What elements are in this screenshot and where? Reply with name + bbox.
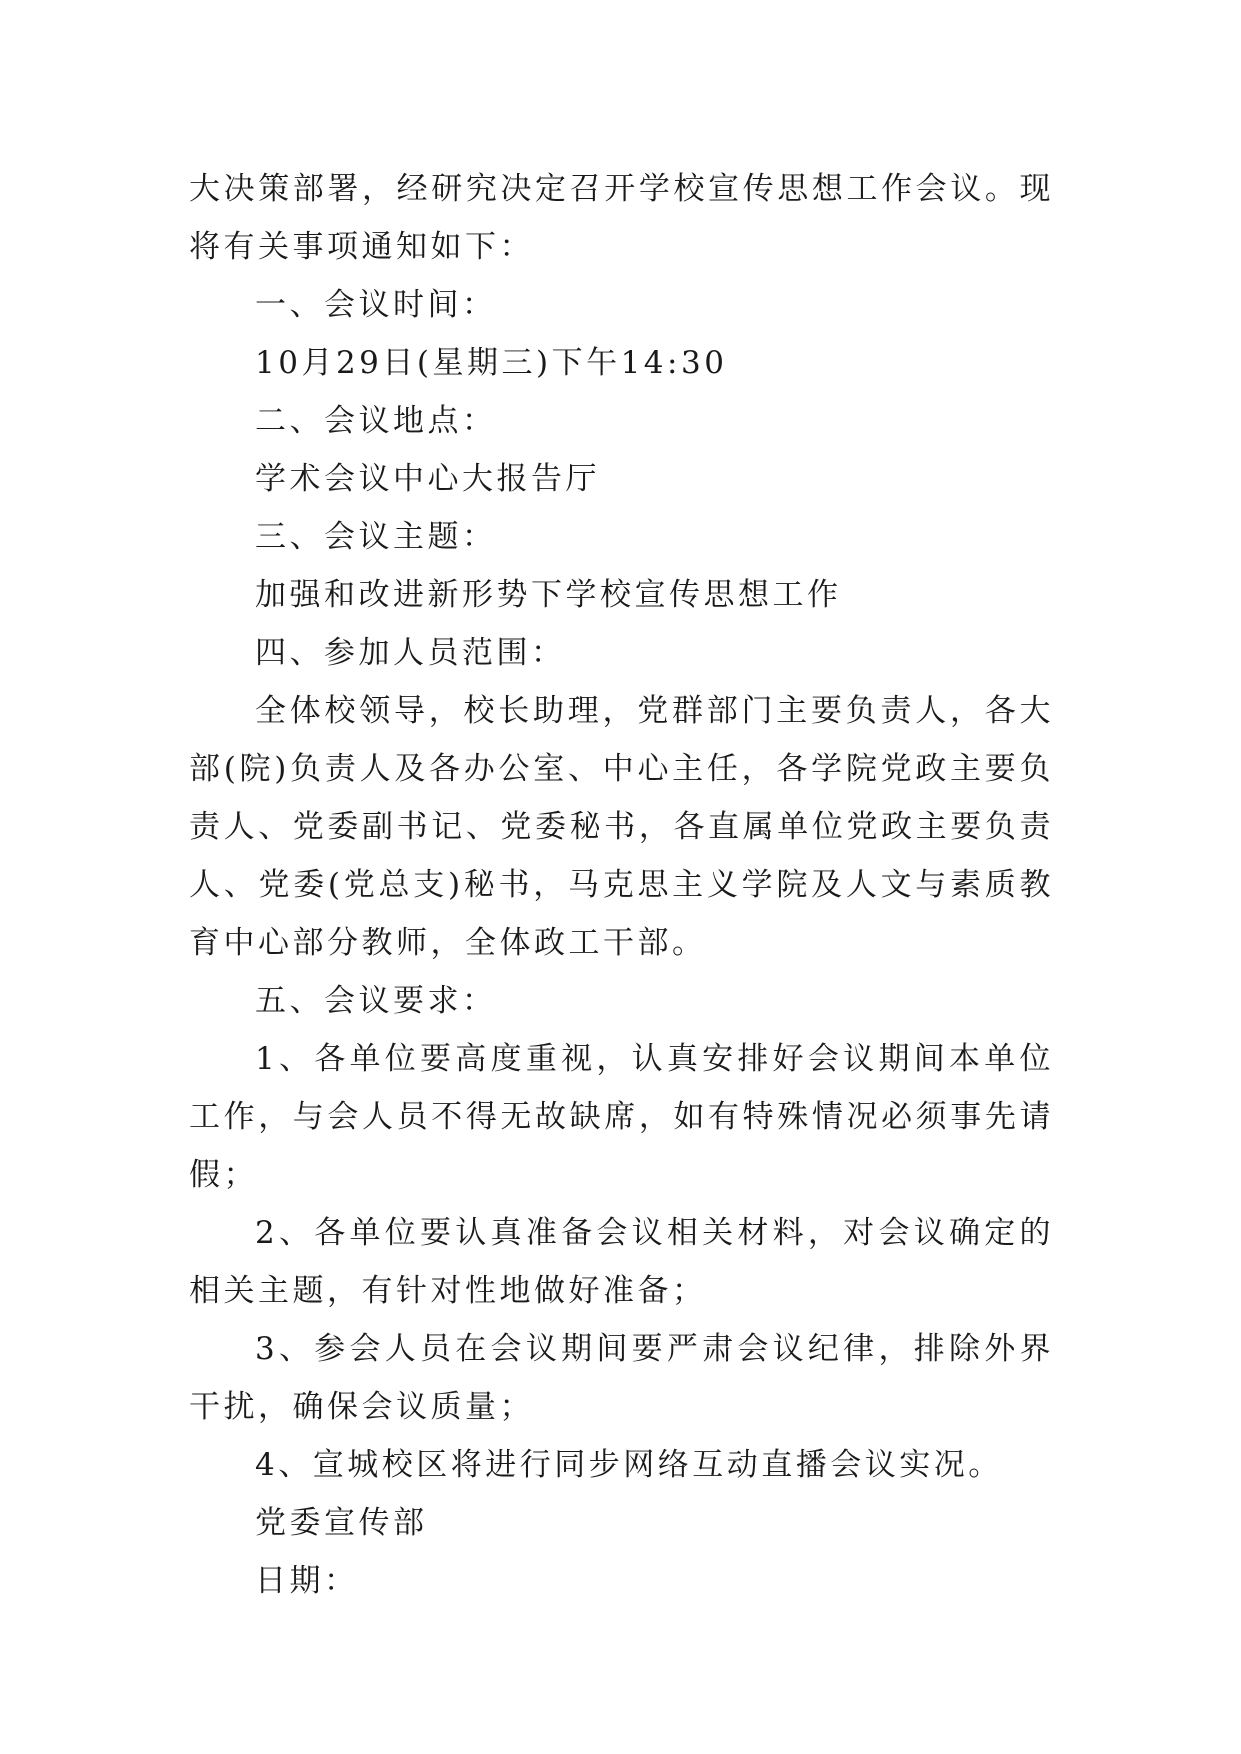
meeting-location-heading: 二、会议地点：: [255, 403, 497, 439]
intro-paragraph: 大决策部署，经研究决定召开学校宣传思想工作会议。现将有关事项通知如下：: [189, 171, 1054, 265]
attendees-value: 全体校领导，校长助理，党群部门主要负责人，各大部(院)负责人及各办公室、中心主任，各学院党政主要负责人、党委副书记、党委秘书，各直属单位党政主要负责人、党委(党总支)秘书，马克思主义学院及人文与素质教育中心部分教师，全体政工干部。: [189, 693, 1054, 961]
meeting-theme-value: 加强和改进新形势下学校宣传思想工作: [255, 577, 842, 613]
requirements-heading: 五、会议要求：: [255, 983, 497, 1019]
attendees-heading: 四、参加人员范围：: [255, 635, 566, 671]
requirement-item: 3、参会人员在会议期间要严肃会议纪律，排除外界干扰，确保会议质量；: [189, 1331, 1054, 1425]
meeting-location-value: 学术会议中心大报告厅: [255, 461, 600, 497]
document-body: [189, 160, 1054, 1610]
requirement-item: 4、宣城校区将进行同步网络互动直播会议实况。: [255, 1447, 1003, 1483]
meeting-time-value: 10月29日(星期三)下午14:30: [255, 345, 728, 381]
meeting-theme-heading: 三、会议主题：: [255, 519, 497, 555]
requirement-item: 1、各单位要高度重视，认真安排好会议期间本单位工作，与会人员不得无故缺席，如有特殊情况必须事先请假；: [189, 1041, 1054, 1193]
date-label: 日期：: [255, 1563, 359, 1599]
requirement-item: 2、各单位要认真准备会议相关材料，对会议确定的相关主题，有针对性地做好准备；: [189, 1215, 1054, 1309]
meeting-time-heading: 一、会议时间：: [255, 287, 497, 323]
issuer-signature: 党委宣传部: [255, 1505, 428, 1541]
